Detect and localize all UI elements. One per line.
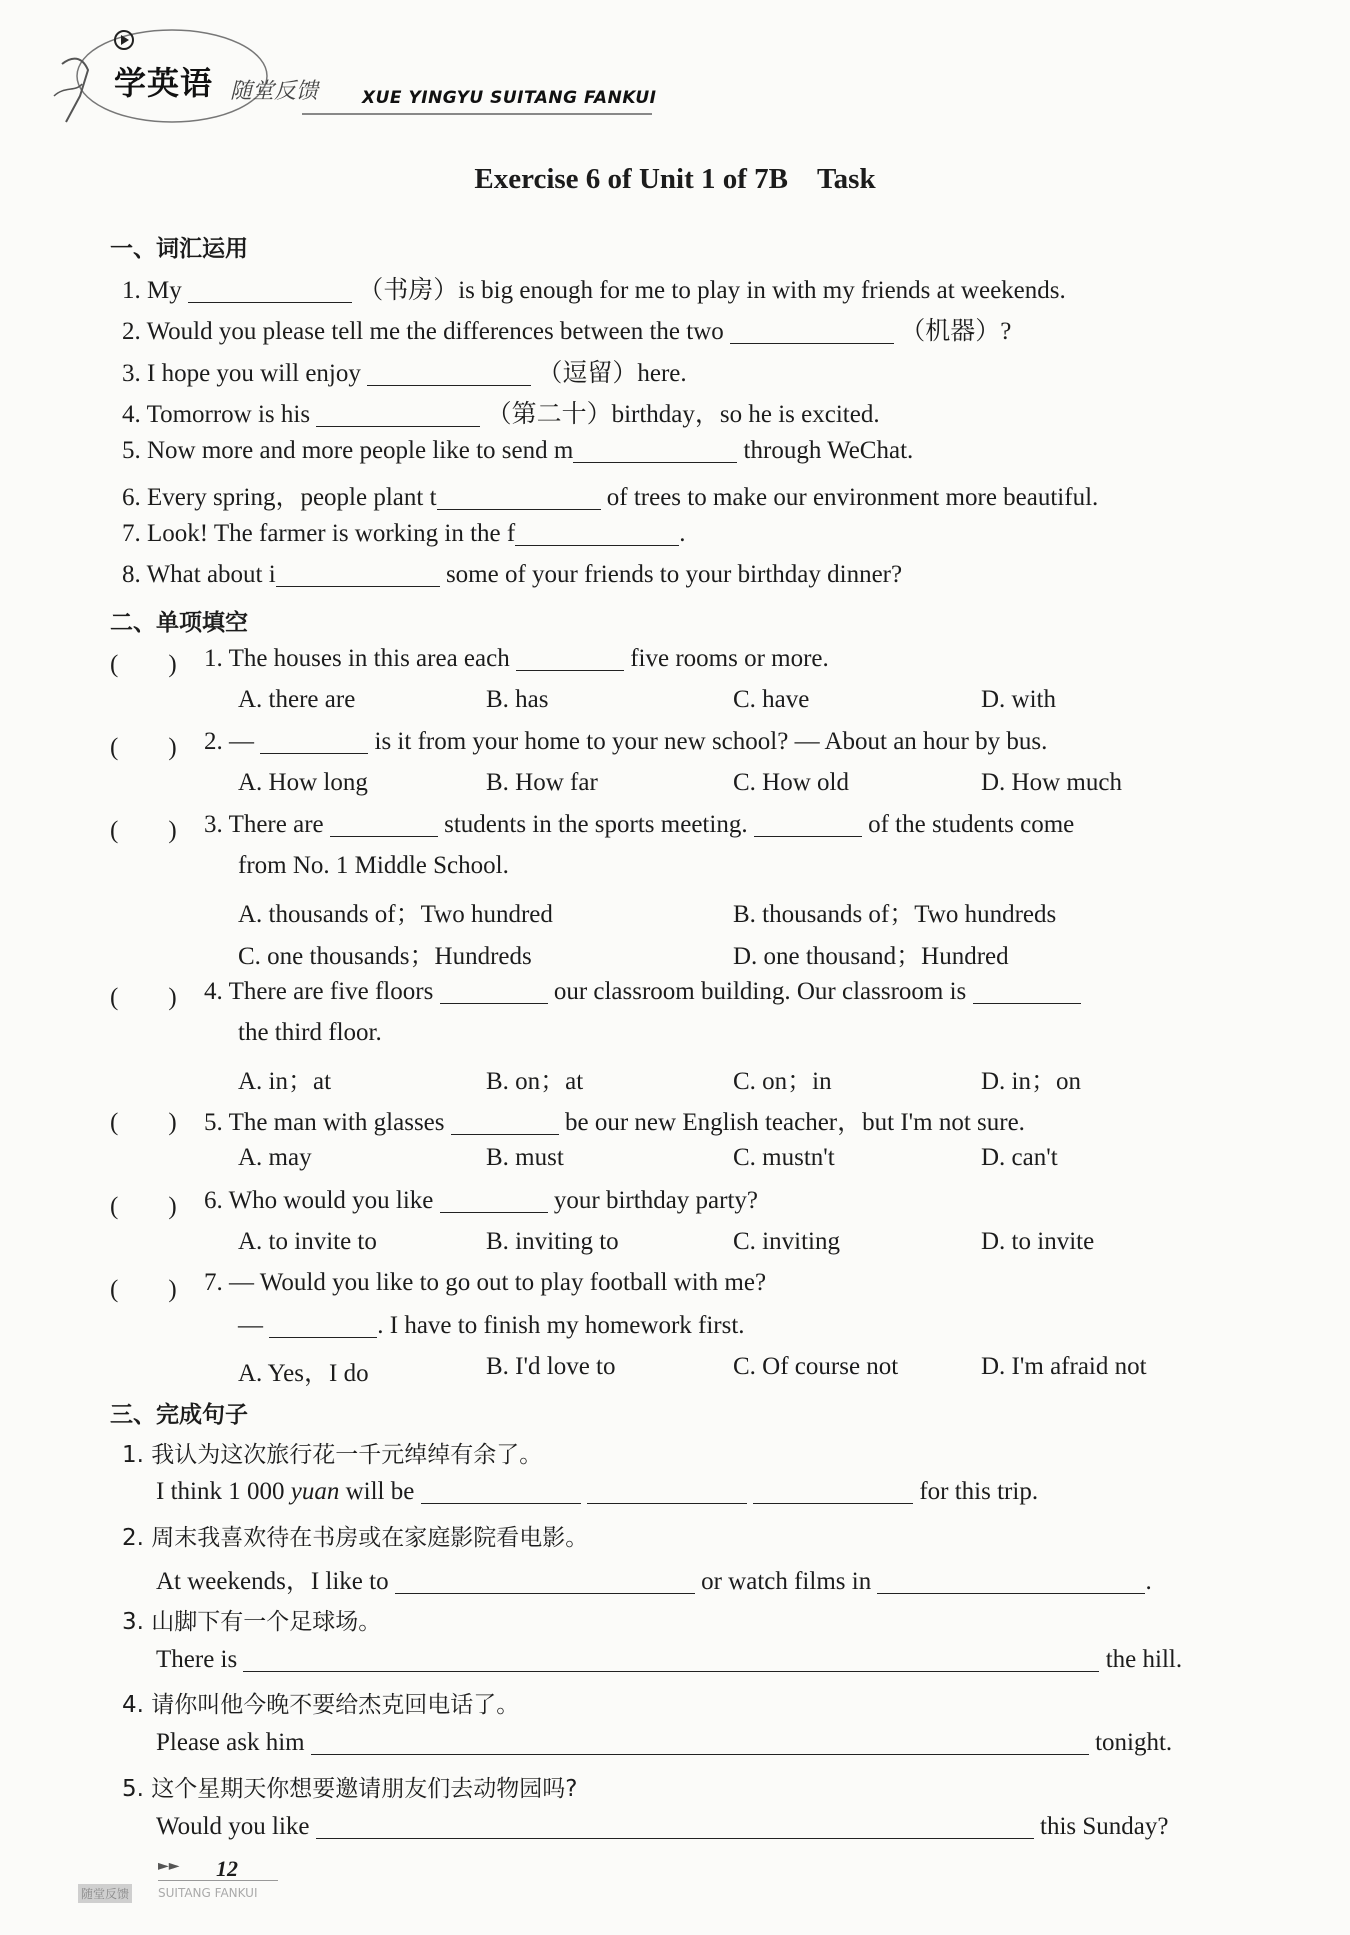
answer-blank[interactable] xyxy=(316,1812,1034,1839)
answer-blank[interactable] xyxy=(587,1477,747,1504)
answer-paren-7[interactable]: ( ) xyxy=(110,1276,177,1303)
question-blank xyxy=(330,810,438,837)
answer-blank[interactable] xyxy=(515,519,679,546)
answer-blank[interactable] xyxy=(367,359,531,386)
complete-item-1: I think 1 000 yuan will be for this trip. xyxy=(156,1478,1039,1505)
question-blank xyxy=(440,977,548,1004)
answer-paren-5[interactable]: ( ) xyxy=(110,1109,177,1136)
choice-question-5: 5. The man with glasses be our new English teacher，but I'm not sure. xyxy=(204,1109,1025,1136)
brand-pinyin: XUE YINGYU SUITANG FANKUI xyxy=(362,88,657,108)
vocab-item-7: 7. Look! The farmer is working in the f . xyxy=(122,520,686,547)
question-blank xyxy=(440,1186,548,1213)
option-a: A. there are xyxy=(238,686,356,713)
question-blank xyxy=(260,727,368,754)
answer-paren-2[interactable]: ( ) xyxy=(110,734,177,761)
option-b: B. must xyxy=(486,1144,564,1171)
section-heading-vocab: 一、词汇运用 xyxy=(110,236,248,262)
answer-blank[interactable] xyxy=(573,436,737,463)
complete-item-5: Would you like this Sunday? xyxy=(156,1813,1169,1840)
option-d: D. I'm afraid not xyxy=(981,1353,1147,1380)
option-b: B. on；at xyxy=(486,1068,584,1095)
complete-item-2: At weekends，I like to or watch films in . xyxy=(156,1568,1152,1595)
vocab-item-3: 3. I hope you will enjoy （逗留）here. xyxy=(122,360,687,387)
vocab-item-4: 4. Tomorrow is his （第二十）birthday，so he is excited. xyxy=(122,401,880,428)
option-c: C. How old xyxy=(733,769,849,796)
page-number: 12 xyxy=(216,1856,238,1881)
option-c: C. mustn't xyxy=(733,1144,835,1171)
option-c: C. on；in xyxy=(733,1068,832,1095)
option-d: D. with xyxy=(981,686,1056,713)
option-a: A. may xyxy=(238,1144,312,1171)
option-b: B. thousands of；Two hundreds xyxy=(733,901,1057,928)
option-d: D. in；on xyxy=(981,1068,1082,1095)
footer-subtitle: SUITANG FANKUI xyxy=(158,1886,258,1900)
option-d: D. one thousand；Hundred xyxy=(733,943,1009,970)
choice-question-3-cont: from No. 1 Middle School. xyxy=(238,852,509,879)
question-blank xyxy=(754,810,862,837)
vocab-item-8: 8. What about i some of your friends to your birthday dinner? xyxy=(122,561,903,588)
answer-paren-6[interactable]: ( ) xyxy=(110,1193,177,1220)
vocab-item-6: 6. Every spring，people plant t of trees to make our environment more beautiful. xyxy=(122,484,1099,511)
option-a: A. thousands of；Two hundred xyxy=(238,901,553,928)
complete-item-4-cn: 4. 请你叫他今晚不要给杰克回电话了。 xyxy=(122,1692,520,1718)
complete-item-1-cn: 1. 我认为这次旅行花一千元绰绰有余了。 xyxy=(122,1442,543,1468)
answer-blank[interactable] xyxy=(877,1567,1145,1594)
vocab-item-5: 5. Now more and more people like to send m through WeChat. xyxy=(122,437,914,464)
option-a: A. to invite to xyxy=(238,1228,377,1255)
footer-brand: 随堂反馈 xyxy=(78,1884,132,1903)
option-c: C. have xyxy=(733,686,810,713)
option-d: D. can't xyxy=(981,1144,1058,1171)
vocab-item-1: 1. My （书房）is big enough for me to play in with my friends at weekends. xyxy=(122,277,1066,304)
choice-question-6: 6. Who would you like your birthday party? xyxy=(204,1187,759,1214)
footer-arrow-icon: ►► xyxy=(158,1858,180,1874)
option-d: D. How much xyxy=(981,769,1122,796)
header-banner xyxy=(52,26,672,126)
option-b: B. inviting to xyxy=(486,1228,619,1255)
question-blank xyxy=(451,1108,559,1135)
option-b: B. How far xyxy=(486,769,598,796)
answer-blank[interactable] xyxy=(753,1477,913,1504)
option-a: A. Yes，I do xyxy=(238,1360,369,1387)
complete-item-5-cn: 5. 这个星期天你想要邀请朋友们去动物园吗? xyxy=(122,1776,578,1802)
choice-question-3: 3. There are students in the sports meeting. of the students come xyxy=(204,811,1075,838)
answer-blank[interactable] xyxy=(316,400,480,427)
complete-item-3-cn: 3. 山脚下有一个足球场。 xyxy=(122,1609,382,1635)
choice-question-4-cont: the third floor. xyxy=(238,1019,382,1046)
answer-blank[interactable] xyxy=(437,483,601,510)
answer-paren-3[interactable]: ( ) xyxy=(110,817,177,844)
choice-question-7-reply: — . I have to finish my homework first. xyxy=(238,1312,745,1339)
option-b: B. has xyxy=(486,686,549,713)
question-blank xyxy=(973,977,1081,1004)
option-a: A. How long xyxy=(238,769,368,796)
option-c: C. one thousands；Hundreds xyxy=(238,943,532,970)
option-b: B. I'd love to xyxy=(486,1353,616,1380)
brand-title: 学英语 xyxy=(114,64,214,102)
choice-question-7: 7. — Would you like to go out to play football with me? xyxy=(204,1269,767,1296)
answer-blank[interactable] xyxy=(421,1477,581,1504)
option-c: C. Of course not xyxy=(733,1353,899,1380)
answer-blank[interactable] xyxy=(311,1728,1089,1755)
complete-item-2-cn: 2. 周末我喜欢待在书房或在家庭影院看电影。 xyxy=(122,1525,589,1551)
choice-question-1: 1. The houses in this area each five rooms or more. xyxy=(204,645,829,672)
choice-question-2: 2. — is it from your home to your new school? — About an hour by bus. xyxy=(204,728,1048,755)
footer-rule xyxy=(158,1880,278,1881)
complete-item-3: There is the hill. xyxy=(156,1646,1183,1673)
page-title: Exercise 6 of Unit 1 of 7B Task xyxy=(474,163,876,195)
answer-blank[interactable] xyxy=(395,1567,695,1594)
question-blank xyxy=(516,644,624,671)
option-c: C. inviting xyxy=(733,1228,840,1255)
option-a: A. in；at xyxy=(238,1068,332,1095)
answer-blank[interactable] xyxy=(730,317,894,344)
answer-blank[interactable] xyxy=(188,276,352,303)
section-heading-complete: 三、完成句子 xyxy=(110,1402,248,1428)
option-d: D. to invite xyxy=(981,1228,1095,1255)
brand-subtitle: 随堂反馈 xyxy=(230,79,319,104)
answer-blank[interactable] xyxy=(276,560,440,587)
choice-question-4: 4. There are five floors our classroom building. Our classroom is xyxy=(204,977,1081,1006)
vocab-item-2: 2. Would you please tell me the differences between the two （机器）? xyxy=(122,318,1012,345)
section-heading-choice: 二、单项填空 xyxy=(110,610,248,636)
answer-blank[interactable] xyxy=(243,1645,1099,1672)
answer-paren-1[interactable]: ( ) xyxy=(110,651,177,678)
answer-paren-4[interactable]: ( ) xyxy=(110,984,177,1011)
question-blank xyxy=(269,1311,377,1338)
complete-item-4: Please ask him tonight. xyxy=(156,1729,1173,1756)
